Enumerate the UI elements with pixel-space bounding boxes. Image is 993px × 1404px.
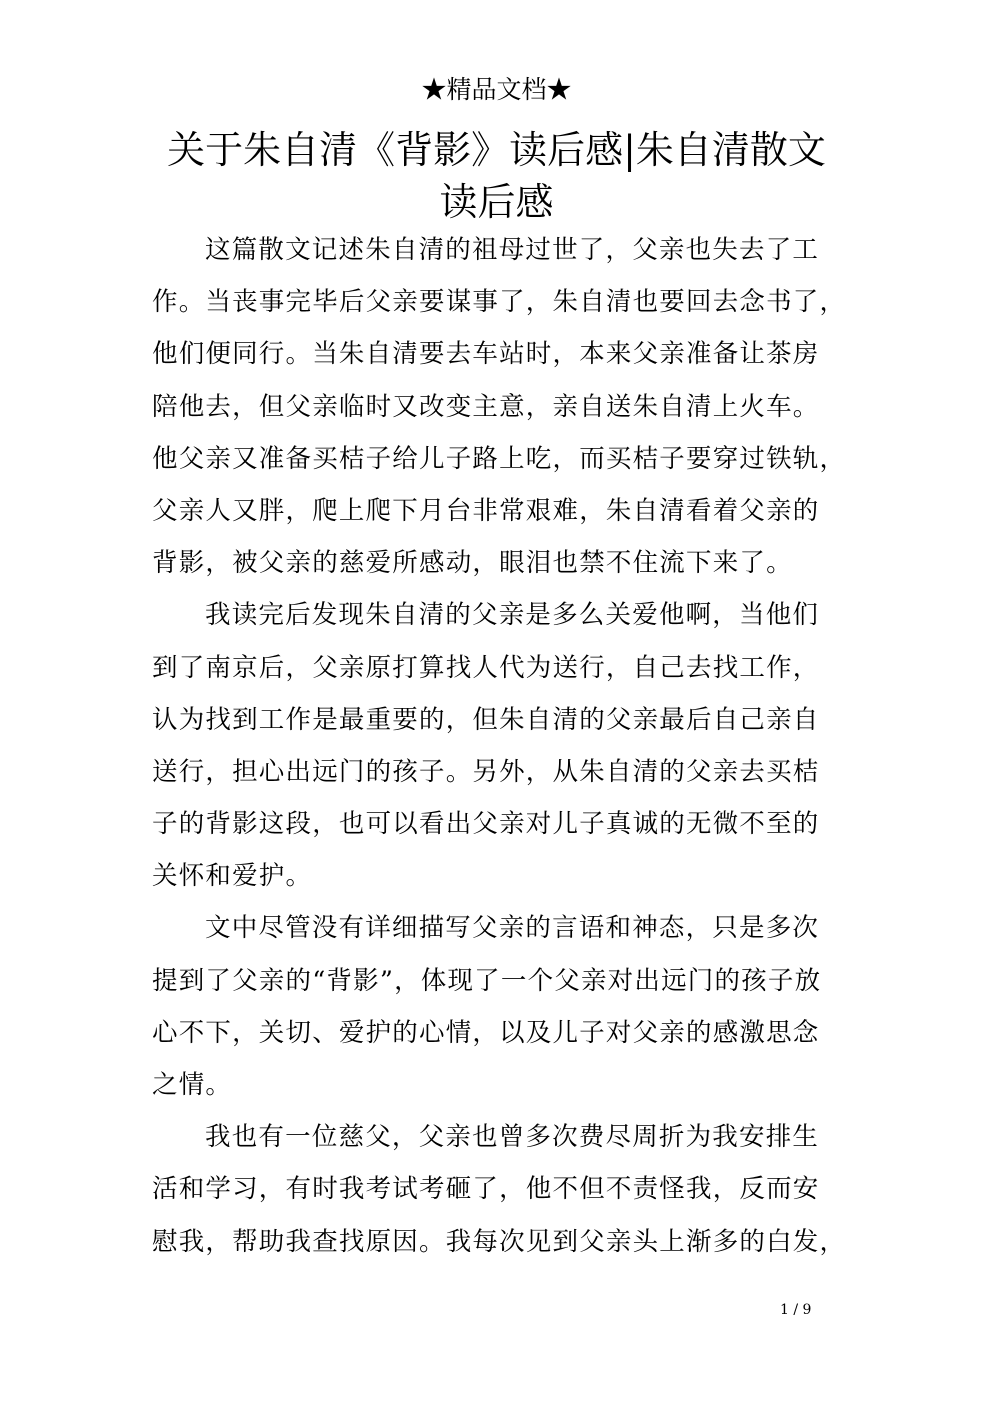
text-line: 我也有一位慈父，父亲也曾多次费尽周折为我安排生: [205, 1122, 820, 1153]
text-line: 子的背影这段，也可以看出父亲对儿子真诚的无微不至的: [152, 809, 820, 840]
text-line: 送行，担心出远门的孩子。另外，从朱自清的父亲去买桔: [152, 756, 820, 787]
text-line: 活和学习，有时我考试考砸了，他不但不责怪我，反而安: [152, 1174, 820, 1205]
text-line: 文中尽管没有详细描写父亲的言语和神态，只是多次: [205, 913, 820, 944]
document-title: [0, 124, 993, 228]
text-line: 提到了父亲的“背影”，体现了一个父亲对出远门的孩子放: [152, 965, 822, 996]
text-line: 心不下，关切、爱护的心情，以及儿子对父亲的感激思念: [152, 1017, 820, 1048]
paragraph: [152, 593, 842, 906]
text-line: 父亲人又胖，爬上爬下月台非常艰难，朱自清看着父亲的: [152, 495, 820, 526]
document-body: [152, 228, 847, 1272]
text-line: 陪他去，但父亲临时又改变主意，亲自送朱自清上火车。: [152, 391, 820, 422]
page-number: 1 / 9: [780, 1302, 812, 1318]
text-line: 之情。: [152, 1070, 233, 1100]
title-line: 读后感: [439, 180, 554, 224]
text-line: 慰我，帮助我查找原因。我每次见到父亲头上渐多的白发，: [152, 1226, 847, 1257]
text-line: 到了南京后，父亲原打算找人代为送行，自己去找工作，: [152, 652, 820, 683]
text-line: 认为找到工作是最重要的，但朱自清的父亲最后自己亲自: [152, 704, 820, 735]
text-line: 作。当丧事完毕后父亲要谋事了，朱自清也要回去念书了，: [152, 287, 847, 318]
text-line: 这篇散文记述朱自清的祖母过世了，父亲也失去了工: [205, 235, 820, 265]
text-line: 他父亲又准备买桔子给儿子路上吃，而买桔子要穿过铁轨，: [152, 443, 847, 474]
header-mark: ★精品文档★: [421, 75, 572, 104]
paragraph: [152, 906, 842, 1115]
text-line: 他们便同行。当朱自清要去车站时，本来父亲准备让茶房: [152, 339, 820, 370]
text-line: 背影，被父亲的慈爱所感动，眼泪也禁不住流下来了。: [152, 548, 793, 579]
paragraph: [152, 228, 847, 593]
text-line: 我读完后发现朱自清的父亲是多么关爱他啊，当他们: [205, 600, 820, 631]
text-line: 关怀和爱护。: [152, 861, 313, 892]
title-line: 关于朱自清《背影》读后感|朱自清散文: [167, 128, 826, 172]
paragraph: [152, 1115, 847, 1272]
